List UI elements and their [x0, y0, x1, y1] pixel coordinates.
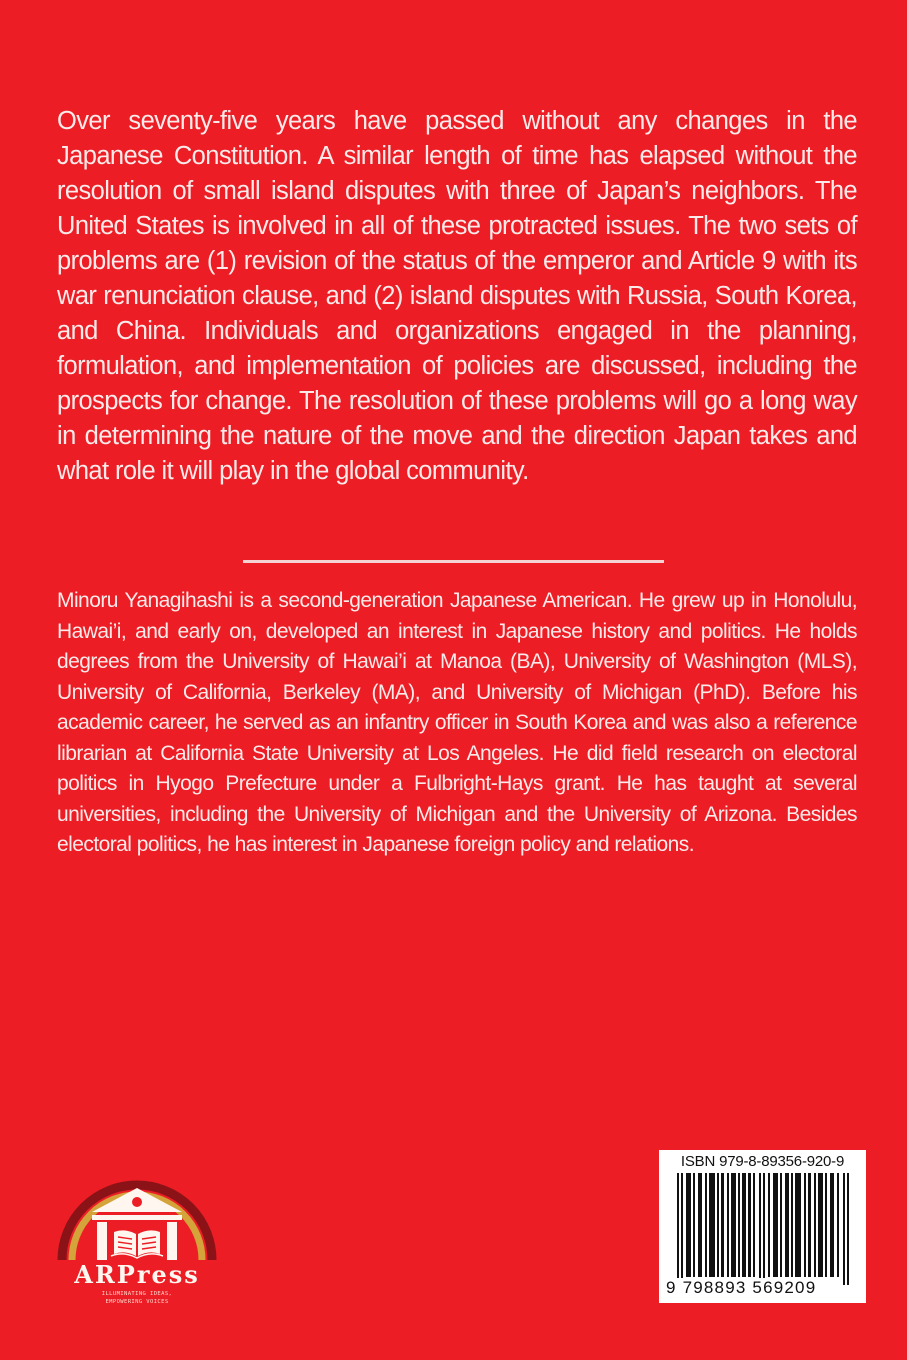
barcode-digits: [665, 1278, 865, 1298]
isbn-barcode: [659, 1150, 866, 1303]
section-divider: [243, 560, 664, 563]
book-description: Over seventy-five years have passed without any changes in the Japanese Constitution. A similar length of time has elapsed without the resolution of small island disputes with three of Japan’s neighbors. The United States is involved in all of these protracted issues. The two sets of problems are (1) revision of the status of the emperor and Article 9 with its war renunciation clause, and (2) island disputes with Russia, South Korea, and China. Individuals and organizations engaged in the planning, formulation, and implementation of policies are discussed, including the prospects for change. The resolution of these problems will go a long way in determining the nature of the move and the direction Japan takes and what role it will play in the global community.: [57, 107, 857, 485]
tagline-line-2: EMPOWERING VOICES: [105, 1299, 169, 1305]
tagline-line-1: ILLUMINATING IDEAS,: [101, 1291, 173, 1297]
barcode-number: 9 798893 569209: [666, 1278, 817, 1297]
author-bio: Minoru Yanagihashi is a second-generation Japanese American. He grew up in Honolulu, Hawai’i, and early on, developed an interest in Japanese history and politics. He holds degrees from the University of Hawai’i at Manoa (BA), University of Washington (MLS), University of California, Berkeley (MA), and University of Michigan (PhD). Before his academic career, he served as an infantry officer in South Korea and was also a reference librarian at California State University at Los Angeles. He did field research on electoral politics in Hyogo Prefecture under a Fulbright-Hays grant. He has taught at several universities, including the University of Michigan and the University of Arizona. Besides electoral politics, he has interest in Japanese foreign policy and relations.: [57, 589, 857, 856]
library-building-with-open-book-icon: [52, 1150, 222, 1270]
barcode-bars-icon: [677, 1173, 849, 1285]
publisher-tagline: [52, 1290, 222, 1306]
publisher-name: ARPress: [74, 1260, 200, 1289]
isbn-label: ISBN 979-8-89356-920-9: [680, 1153, 845, 1170]
